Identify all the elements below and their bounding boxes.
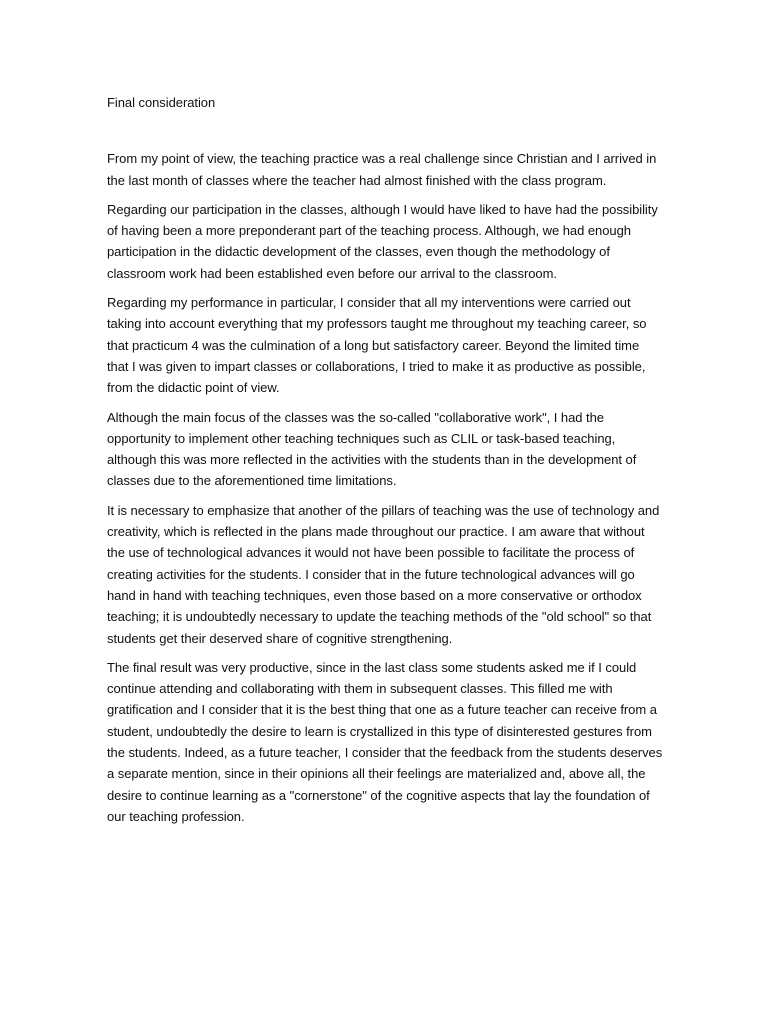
document-body [107,92,663,835]
paragraph-2: Regarding our participation in the classes, although I would have liked to have had the possibility of having been a more preponderant part of the teaching process. Although, we had enough participation in the didactic development of the classes, even though the methodology of classroom work had been established even before our arrival to the classroom. [107,201,658,281]
paragraph-3: Regarding my performance in particular, I consider that all my interventions were carried out taking into account everything that my professors taught me throughout my teaching career, so that practicum 4 was the culmination of a long but satisfactory career. Beyond the limited time that I was given to impart classes or collaborations, I tried to make it as productive as possible, from the didactic point of view. [107,295,647,396]
document-title: Final consideration [107,95,216,110]
paragraph-1: From my point of view, the teaching practice was a real challenge since Christian and I arrived in the last month of classes where the teacher had almost finished with the class program. [107,151,657,188]
paragraph-5: It is necessary to emphasize that another of the pillars of teaching was the use of technology and creativity, which is reflected in the plans made throughout our practice. I am aware that without the use of technological advances it would not have been possible to facilitate the process of creating activities for the students. I consider that in the future technological advances will go hand in hand with teaching techniques, even those based on a more conservative or orthodox teaching; it is undoubtedly necessary to update the teaching methods of the "old school" so that students get their deserved share of cognitive strengthening. [107,502,660,646]
paragraph-4: Although the main focus of the classes was the so-called "collaborative work", I had the opportunity to implement other teaching techniques such as CLIL or task-based teaching, although this was more reflected in the activities with the students than in the development of classes due to the aforementioned time limitations. [107,409,637,489]
paragraph-6: The final result was very productive, since in the last class some students asked me if I could continue attending and collaborating with them in subsequent classes. This filled me with gratification and I consider that it is the best thing that one as a future teacher can receive from a student, undoubtedly the desire to learn is crystallized in this type of disinterested gestures from the students. Indeed, as a future teacher, I consider that the feedback from the students deserves a separate mention, since in their opinions all their feelings are materialized and, above all, the desire to continue learning as a "cornerstone" of the cognitive aspects that lay the foundation of our teaching profession. [107,659,663,824]
